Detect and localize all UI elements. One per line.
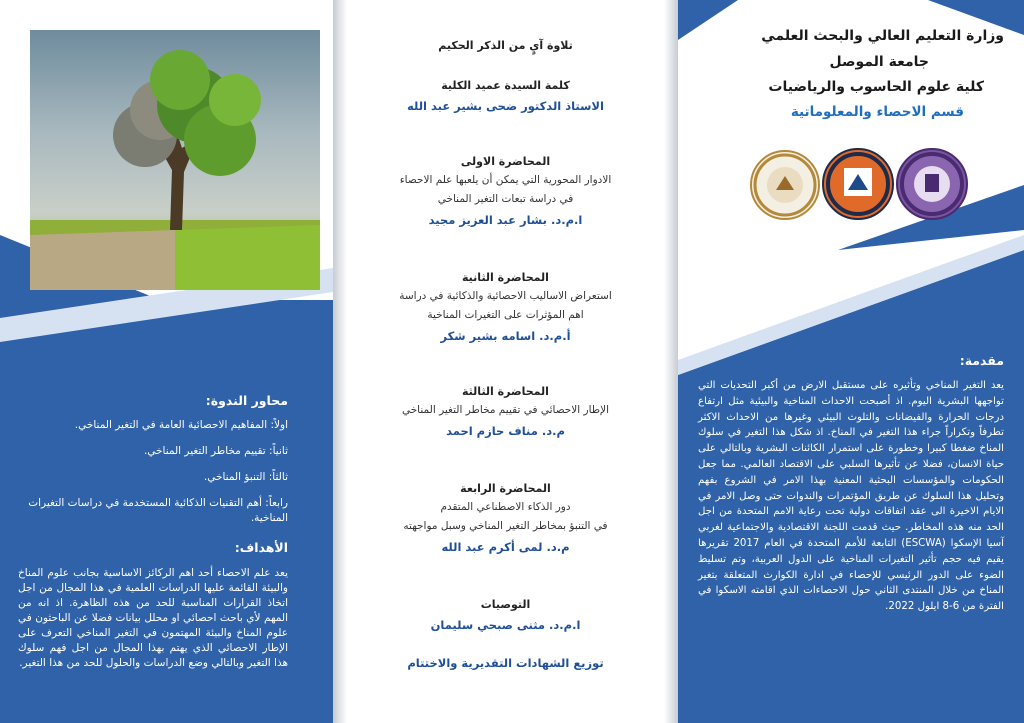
lecture-3 <box>333 382 678 441</box>
recommendations-name: ا.م.د. مثنى صبحي سليمان <box>430 618 581 632</box>
goals-text: يعد علم الاحصاء أحد اهم الركائز الاساسية بجانب علوم المناخ والبيئة القائمة عليها الدراسات العلمية في هذا المجال من اجل اتخاذ القرارات المناسبة للحد من هذه الظاهرة. اذ انه من المهم لأي باحث احصائي او محلل بيانات فضلا عن الباحثون في علوم المناخ والبيئة المهتمون في التغير المناخي التعرف على الإطار الاحصائي الذي يهتم بهذا المجال من اجل فهم سلوك هذا التغير وبالتالي وضع الدراسات والحلول للحد من هذا التغير. <box>18 567 288 669</box>
dean-block <box>333 76 678 116</box>
left-panel <box>0 0 333 723</box>
lecture-line: استعراض الاساليب الاحصائية والذكائية في دراسة <box>399 290 612 302</box>
lecture-speaker: ا.م.د. بشار عبد العزيز مجيد <box>428 213 583 227</box>
college-seal-logo <box>896 148 968 220</box>
opening-line <box>333 36 678 55</box>
department-title: قسم الاحصاء والمعلوماتية <box>790 104 964 120</box>
university-seal-logo <box>822 148 894 220</box>
lecture-line: الإطار الاحصائي في تقييم مخاطر التغير المناخي <box>401 404 610 416</box>
lecture-speaker: أ.م.د. اسامه بشير شكر <box>440 329 571 343</box>
opening-text: تلاوة آيٍ من الذكر الحكيم <box>438 39 573 52</box>
closing-text: توزيع الشهادات التقديرية والاختتام <box>407 656 604 670</box>
right-panel <box>678 0 1024 723</box>
lecture-line: في دراسة تبعات التغير المناخي <box>437 193 574 205</box>
ministry-title: وزارة التعليم العالي والبحث العلمي <box>761 28 1004 44</box>
axis-item: ثالثاً: التنبؤ المناخي. <box>203 471 288 483</box>
lecture-speaker: م.د. لمى أكرم عبد الله <box>441 540 570 554</box>
tree-illustration <box>30 30 320 290</box>
closing-block <box>333 654 678 673</box>
lecture-title: المحاضرة الثالثة <box>462 385 549 398</box>
axis-item: ثانياً: تقييم مخاطر التغير المناخي. <box>143 445 288 457</box>
university-title: جامعة الموصل <box>829 54 929 70</box>
axis-item: رابعاً: أهم التقنيات الذكائية المستخدمة في دراسات التغيرات المناخية. <box>28 497 288 524</box>
lecture-4 <box>333 479 678 557</box>
lecture-line: في التنبؤ بمخاطر التغير المناخي وسبل مواجهته <box>403 520 608 532</box>
lecture-speaker: م.د. مناف حازم احمد <box>446 424 565 438</box>
recommendations-block <box>333 595 678 635</box>
lecture-2 <box>333 268 678 346</box>
dean-heading: كلمة السيدة عميد الكلية <box>441 79 570 92</box>
recommendations-title: التوصيات <box>480 598 531 611</box>
axis-item: اولاً: المفاهيم الاحصائية العامة في التغير المناخي. <box>74 419 288 431</box>
lecture-title: المحاضرة الثانية <box>462 271 549 284</box>
lecture-line: الادوار المحورية التي يمكن أن يلعبها علم الاحصاء <box>399 174 612 186</box>
lecture-title: المحاضرة الاولى <box>460 155 551 168</box>
axes-list <box>18 418 288 526</box>
tree-image <box>30 30 320 290</box>
lecture-line: دور الذكاء الاصطناعي المتقدم <box>440 501 571 513</box>
dean-name: الاستاذ الدكتور ضحى بشير عبد الله <box>407 99 604 113</box>
middle-panel <box>333 0 678 723</box>
ministry-seal-logo <box>750 150 820 220</box>
lecture-title: المحاضرة الرابعة <box>460 482 551 495</box>
lecture-1 <box>333 152 678 230</box>
lecture-line: اهم المؤثرات على التغيرات المناخية <box>427 309 584 321</box>
intro-title: مقدمة: <box>959 353 1004 368</box>
axes-title: محاور الندوة: <box>205 393 288 408</box>
goals-title: الأهداف: <box>234 540 288 555</box>
intro-text: يعد التغير المناخي وتأثيره على مستقبل الارض من أكبر التحديات التي تواجهها البشرية اليوم. اذ أصبحت الاحداث المناخية والبيئية مثل ارتفاع درجات الحرارة والفيضانات والتلوث البيئي وغيرها من الاحداث الاكثر تطرفاً وتكراراً جراء هذا التغير في المناخ. اذ شكل هذا التغير في سلوك المناخ ضغطا كبيرا وخطورة على استمرار الكائنات البشرية وبالتالي على حياة الانسان، فضلا عن تأثيرها السلبي على الاقتصاد العالمي. مما جعل الحكومات والمؤسسات البحثية المعنية بهذا الامر في الشروع بفهم وتحليل هذا السلوك عن طريق المؤتمرات والندوات حتى وصل الامر في الايام الاخيرة الى عقد اتفاقات دولية تحت رعاية الامم المتحدة من اجل الحد منه هذه المخاطر. حيث قدمت اللجنة الاقتصادية والاجتماعية لغربي آسيا الإسكوا (ESCWA) التابعة للأمم المتحدة في العام 2017 تقريرها يقيم فيه حجم تأثير التغيرات المناخية على الدول العربية، وتم تسليط الضوء على الدور الرئيسي للإحصاء في ادارة الكوارث المتعلقة بتغير المناخ من خلال المنتدى الثاني حول الاحصاءات الذي اقامته الاسكوا في الفترة من 6-8 ايلول 2022. <box>698 380 1005 613</box>
college-title: كلية علوم الحاسوب والرياضيات <box>768 79 984 95</box>
